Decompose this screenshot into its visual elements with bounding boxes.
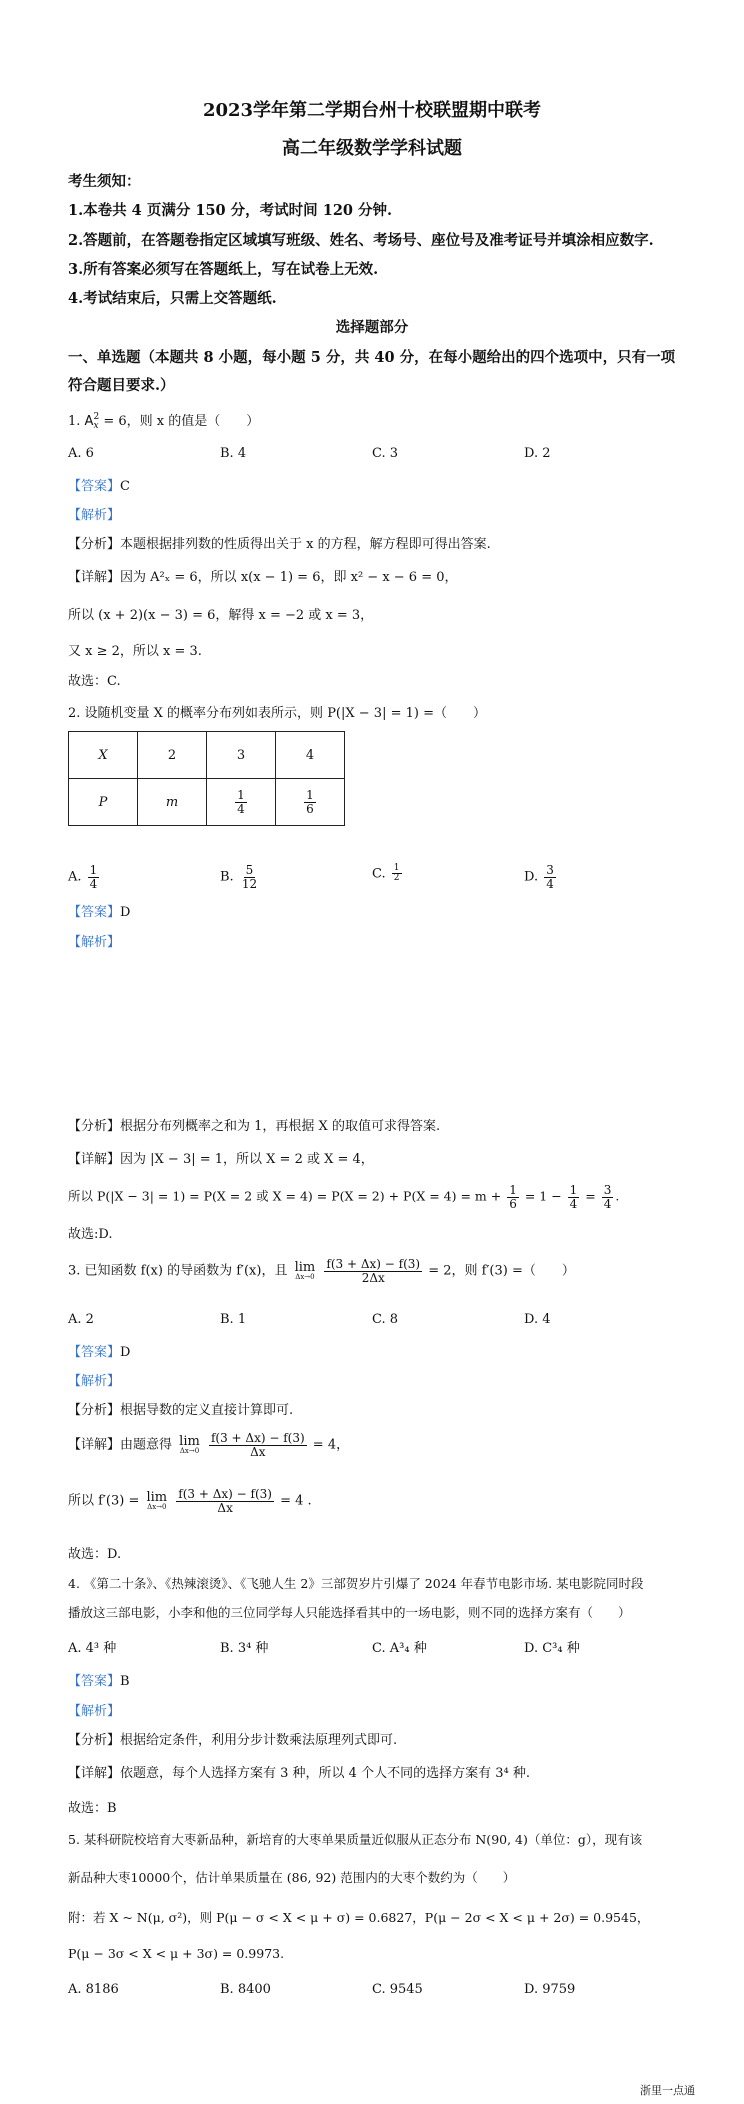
q1-option-a: A. 6 [68, 446, 94, 461]
q3-detail-2: 所以 f′(3) = lim Δx→0 $\frac{f(3 + \Delta x) - f(3)}{\Delta x}$ = 4 . [68, 1487, 312, 1515]
q4-analysis: 【分析】根据给定条件，利用分步计数乘法原理列式即可. [68, 1733, 398, 1748]
q2-jiexi: 【解析】 [68, 935, 121, 950]
q5-note: 附：若 X ~ N(μ, σ²)，则 P(μ − σ < X < μ + σ) = 0.6827，P(μ − 2σ < X < μ + 2σ) = 0.9545， [68, 1910, 650, 1925]
table-cell: 4 [276, 732, 345, 779]
q3-analysis: 【分析】根据导数的定义直接计算即可. [68, 1403, 294, 1418]
q1-detail-3: 又 x ≥ 2，所以 x = 3. [68, 644, 202, 659]
q4-option-a: A. 4³ 种 [68, 1641, 117, 1656]
q5-option-b: B. 8400 [220, 1982, 271, 1997]
q1-option-b: B. 4 [220, 446, 247, 461]
q5-stem-cont: 新品种大枣10000个，估计单果质量在 (86, 92) 范围内的大枣个数约为（ ） [68, 1870, 516, 1885]
notice-heading: 考生须知： [68, 173, 141, 190]
q2-detail: 【详解】因为 |X − 3| = 1，所以 X = 2 或 X = 4， [68, 1152, 374, 1167]
q4-conclusion: 故选：B [68, 1801, 117, 1816]
q4-stem: 4. 《第二十条》、《热辣滚烫》、《飞驰人生 2》三部贺岁片引爆了 2024 年春节电影市场. 某电影院同时段 [68, 1576, 644, 1591]
notice-item: 2.答题前，在答题卷指定区域填写班级、姓名、考场号、座位号及准考证号并填涂相应数字. [68, 232, 654, 249]
notice-item: 4.考试结束后，只需上交答题纸. [68, 290, 277, 307]
q5-stem: 5. 某科研院校培育大枣新品种，新培育的大枣单果质量近似服从正态分布 N(90, 4)（单位：g），现有该 [68, 1832, 643, 1847]
q4-option-b: B. 3⁴ 种 [220, 1641, 269, 1656]
notice-item: 3.所有答案必须写在答题纸上，写在试卷上无效. [68, 261, 379, 278]
q3-option-b: B. 1 [220, 1312, 247, 1327]
q3-answer: 【答案】D [68, 1345, 131, 1360]
q3-option-a: A. 2 [68, 1312, 94, 1327]
table-cell: 2 [138, 732, 207, 779]
q5-note-cont: P(μ − 3σ < X < μ + 3σ) = 0.9973. [68, 1946, 285, 1961]
q1-option-d: D. 2 [524, 446, 551, 461]
table-cell: X [69, 732, 138, 779]
q5-option-d: D. 9759 [524, 1982, 576, 1997]
table-cell: $\frac{1}{4}$ [207, 779, 276, 826]
q4-jiexi: 【解析】 [68, 1704, 121, 1719]
q2-conclusion: 故选:D. [68, 1227, 113, 1242]
q3-jiexi: 【解析】 [68, 1374, 121, 1389]
q1-option-c: C. 3 [372, 446, 399, 461]
q4-stem-cont: 播放这三部电影，小李和他的三位同学每人只能选择看其中的一场电影，则不同的选择方案有（ ） [68, 1605, 631, 1620]
q3-stem: 3. 已知函数 f(x) 的导函数为 f′(x)，且 lim Δx→0 $\frac{f(3 + \Delta x) - f(3)}{2\Delta x}$ = 2，则 f′(3) =（ ） [68, 1257, 575, 1285]
q1-stem: 1. A 2 x = 6，则 x 的值是（ ） [68, 411, 260, 431]
table-cell: $\frac{1}{6}$ [276, 779, 345, 826]
section-title: 选择题部分 [335, 319, 409, 336]
q3-detail: 【详解】由题意得 lim Δx→0 $\frac{f(3 + \Delta x) - f(3)}{\Delta x}$ = 4， [68, 1431, 350, 1459]
q5-option-c: C. 9545 [372, 1982, 423, 1997]
q2-option-a: A. $\frac{1}{4}$ [68, 863, 98, 891]
q1-answer: 【答案】C [68, 479, 130, 494]
q2-option-d: D. $\frac{3}{4}$ [524, 863, 554, 891]
paper-title-line2: 高二年级数学学科试题 [282, 138, 462, 159]
q4-detail: 【详解】依题意，每个人选择方案有 3 种，所以 4 个人不同的选择方案有 3⁴ 种. [68, 1766, 530, 1781]
q2-answer: 【答案】D [68, 905, 131, 920]
q2-option-c: C. $\frac{1}{2}$ [372, 863, 400, 884]
q1-analysis: 【分析】本题根据排列数的性质得出关于 x 的方程，解方程即可得出答案. [68, 537, 491, 552]
table-cell: P [69, 779, 138, 826]
table-cell: 3 [207, 732, 276, 779]
q2-detail-2: 所以 P(|X − 3| = 1) = P(X = 2 或 X = 4) = P(X = 2) + P(X = 4) = m + $\frac{1}{6}$ = 1 − $\frac{1}{4}$ = $\frac{3}{4}$ . [68, 1183, 620, 1211]
q1-detail-2: 所以 (x + 2)(x − 3) = 6，解得 x = −2 或 x = 3， [68, 608, 374, 623]
notice-item: 1.本卷共 4 页满分 150 分，考试时间 120 分钟. [68, 202, 393, 219]
q1-jiexi: 【解析】 [68, 508, 121, 523]
q4-option-d: D. C³₄ 种 [524, 1641, 580, 1656]
part-heading-cont: 符合题目要求.） [68, 377, 175, 394]
q3-conclusion: 故选：D. [68, 1547, 122, 1562]
q5-option-a: A. 8186 [68, 1982, 119, 1997]
q2-distribution-table [68, 731, 345, 826]
part-heading: 一、单选题（本题共 8 小题，每小题 5 分，共 40 分，在每小题给出的四个选项中，只有一项 [68, 349, 676, 366]
q4-answer: 【答案】B [68, 1674, 130, 1689]
q1-detail: 【详解】因为 A²ₓ = 6，所以 x(x − 1) = 6，即 x² − x − 6 = 0， [68, 570, 458, 585]
q4-option-c: C. A³₄ 种 [372, 1641, 427, 1656]
q3-option-d: D. 4 [524, 1312, 551, 1327]
table-cell: m [138, 779, 207, 826]
q1-conclusion: 故选：C. [68, 674, 121, 689]
q2-option-b: B. $\frac{5}{12}$ [220, 863, 258, 891]
q2-stem: 2. 设随机变量 X 的概率分布列如表所示，则 P(|X − 3| = 1) =（ ） [68, 706, 486, 721]
watermark-text: 浙里一点通 [640, 2084, 695, 2097]
q3-option-c: C. 8 [372, 1312, 399, 1327]
q2-analysis: 【分析】根据分布列概率之和为 1，再根据 X 的取值可求得答案. [68, 1119, 441, 1134]
paper-title-line1: 2023学年第二学期台州十校联盟期中联考 [202, 100, 542, 121]
